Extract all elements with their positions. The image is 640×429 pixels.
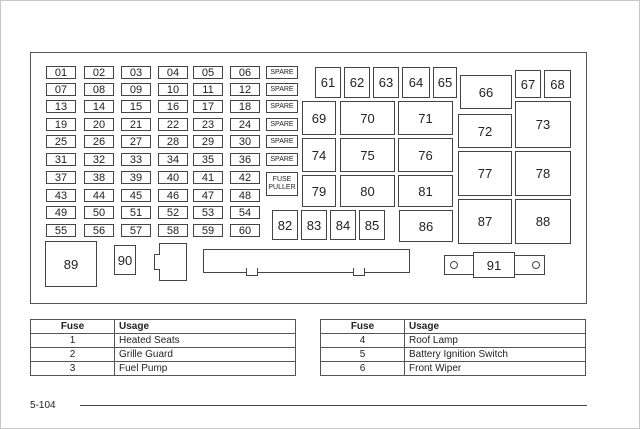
fuse-35: 35 — [193, 153, 223, 166]
relay-73: 73 — [515, 101, 571, 148]
fuse-17: 17 — [193, 100, 223, 113]
fuse-20: 20 — [84, 118, 114, 131]
fuse-01: 01 — [46, 66, 76, 79]
relay-82: 82 — [272, 210, 298, 240]
fuse-37: 37 — [46, 171, 76, 184]
fuse-usage: Fuel Pump — [115, 362, 296, 376]
fuse-16: 16 — [158, 100, 188, 113]
fuse-usage: Roof Lamp — [405, 334, 586, 348]
fuse-11: 11 — [193, 83, 223, 96]
relay-84: 84 — [330, 210, 356, 240]
fuse-53: 53 — [193, 206, 223, 219]
legend-table-right — [320, 319, 586, 376]
fuse-29: 29 — [193, 135, 223, 148]
spare-slot: SPARE — [266, 118, 298, 131]
fuse-42: 42 — [230, 171, 260, 184]
fuse-49: 49 — [46, 206, 76, 219]
table-row — [31, 362, 296, 376]
fuse-number: 5 — [321, 348, 405, 362]
fuse-30: 30 — [230, 135, 260, 148]
spare-slot: SPARE — [266, 66, 298, 79]
fuse-55: 55 — [46, 224, 76, 237]
long-connector — [203, 249, 410, 273]
fuse-number: 1 — [31, 334, 115, 348]
relay-64: 64 — [402, 67, 430, 98]
fuse-58: 58 — [158, 224, 188, 237]
relay-83: 83 — [301, 210, 327, 240]
fuse-25: 25 — [46, 135, 76, 148]
fuse-usage: Front Wiper — [405, 362, 586, 376]
spare-slot: SPARE — [266, 100, 298, 113]
relay-65: 65 — [433, 67, 457, 98]
fuse-48: 48 — [230, 189, 260, 202]
fuse-15: 15 — [121, 100, 151, 113]
fuse-91: 91 — [473, 252, 515, 278]
connector-block — [159, 243, 187, 281]
fuse-56: 56 — [84, 224, 114, 237]
fuse-02: 02 — [84, 66, 114, 79]
fuse-21: 21 — [121, 118, 151, 131]
relay-68: 68 — [544, 70, 571, 98]
table-row — [31, 334, 296, 348]
relay-85: 85 — [359, 210, 385, 240]
relay-62: 62 — [344, 67, 370, 98]
relay-76: 76 — [398, 138, 453, 172]
fuse-32: 32 — [84, 153, 114, 166]
fuse-51: 51 — [121, 206, 151, 219]
fuse-usage: Grille Guard — [115, 348, 296, 362]
fuse-13: 13 — [46, 100, 76, 113]
column-header-usage: Usage — [405, 320, 586, 334]
footer-rule — [80, 405, 587, 406]
fuse-03: 03 — [121, 66, 151, 79]
fuse-23: 23 — [193, 118, 223, 131]
connector-notch — [246, 268, 258, 276]
relay-74: 74 — [302, 138, 336, 172]
relay-86: 86 — [399, 210, 453, 242]
connector-notch — [353, 268, 365, 276]
relay-78: 78 — [515, 151, 571, 196]
table-row — [321, 362, 586, 376]
fuse-54: 54 — [230, 206, 260, 219]
fuse-usage: Heated Seats — [115, 334, 296, 348]
fuse-47: 47 — [193, 189, 223, 202]
mount-hole — [450, 261, 458, 269]
fuse-26: 26 — [84, 135, 114, 148]
legend-table-left — [30, 319, 296, 376]
fuse-06: 06 — [230, 66, 260, 79]
relay-88: 88 — [515, 199, 571, 244]
fuse-33: 33 — [121, 153, 151, 166]
fuse-09: 09 — [121, 83, 151, 96]
fuse-39: 39 — [121, 171, 151, 184]
connector-tab — [154, 254, 160, 270]
relay-79: 79 — [302, 175, 336, 207]
relay-75: 75 — [340, 138, 395, 172]
fuse-19: 19 — [46, 118, 76, 131]
fuse-number: 2 — [31, 348, 115, 362]
spare-slot: SPARE — [266, 83, 298, 96]
table-row — [31, 348, 296, 362]
relay-67: 67 — [515, 70, 541, 98]
fuse-52: 52 — [158, 206, 188, 219]
fuse-60: 60 — [230, 224, 260, 237]
fuse-12: 12 — [230, 83, 260, 96]
column-header-fuse: Fuse — [321, 320, 405, 334]
fuse-43: 43 — [46, 189, 76, 202]
fuse-22: 22 — [158, 118, 188, 131]
fuse-04: 04 — [158, 66, 188, 79]
page-number: 5-104 — [30, 400, 56, 411]
relay-69: 69 — [302, 101, 336, 135]
fuse-number: 3 — [31, 362, 115, 376]
fuse-28: 28 — [158, 135, 188, 148]
relay-90: 90 — [114, 245, 136, 275]
table-row — [321, 348, 586, 362]
table-row — [321, 334, 586, 348]
fuse-08: 08 — [84, 83, 114, 96]
fuse-34: 34 — [158, 153, 188, 166]
fuse-45: 45 — [121, 189, 151, 202]
fuse-40: 40 — [158, 171, 188, 184]
fuse-57: 57 — [121, 224, 151, 237]
relay-66: 66 — [460, 75, 512, 109]
fuse-24: 24 — [230, 118, 260, 131]
relay-71: 71 — [398, 101, 453, 135]
fuse-07: 07 — [46, 83, 76, 96]
fuse-38: 38 — [84, 171, 114, 184]
fuse-41: 41 — [193, 171, 223, 184]
fuse-number: 6 — [321, 362, 405, 376]
fuse-36: 36 — [230, 153, 260, 166]
fuse-10: 10 — [158, 83, 188, 96]
relay-61: 61 — [315, 67, 341, 98]
fuse-50: 50 — [84, 206, 114, 219]
relay-72: 72 — [458, 114, 512, 148]
fuse-05: 05 — [193, 66, 223, 79]
spare-slot: SPARE — [266, 153, 298, 166]
relay-70: 70 — [340, 101, 395, 135]
relay-87: 87 — [458, 199, 512, 244]
fuse-usage: Battery Ignition Switch — [405, 348, 586, 362]
relay-81: 81 — [398, 175, 453, 207]
relay-63: 63 — [373, 67, 399, 98]
column-header-fuse: Fuse — [31, 320, 115, 334]
spare-slot: SPARE — [266, 135, 298, 148]
fuse-59: 59 — [193, 224, 223, 237]
fuse-46: 46 — [158, 189, 188, 202]
fuse-14: 14 — [84, 100, 114, 113]
fuse-puller: FUSE PULLER — [266, 172, 298, 196]
fuse-31: 31 — [46, 153, 76, 166]
relay-80: 80 — [340, 175, 395, 207]
fuse-27: 27 — [121, 135, 151, 148]
fuse-18: 18 — [230, 100, 260, 113]
mount-hole — [532, 261, 540, 269]
relay-89: 89 — [45, 241, 97, 287]
fuse-number: 4 — [321, 334, 405, 348]
column-header-usage: Usage — [115, 320, 296, 334]
relay-77: 77 — [458, 151, 512, 196]
fuse-44: 44 — [84, 189, 114, 202]
